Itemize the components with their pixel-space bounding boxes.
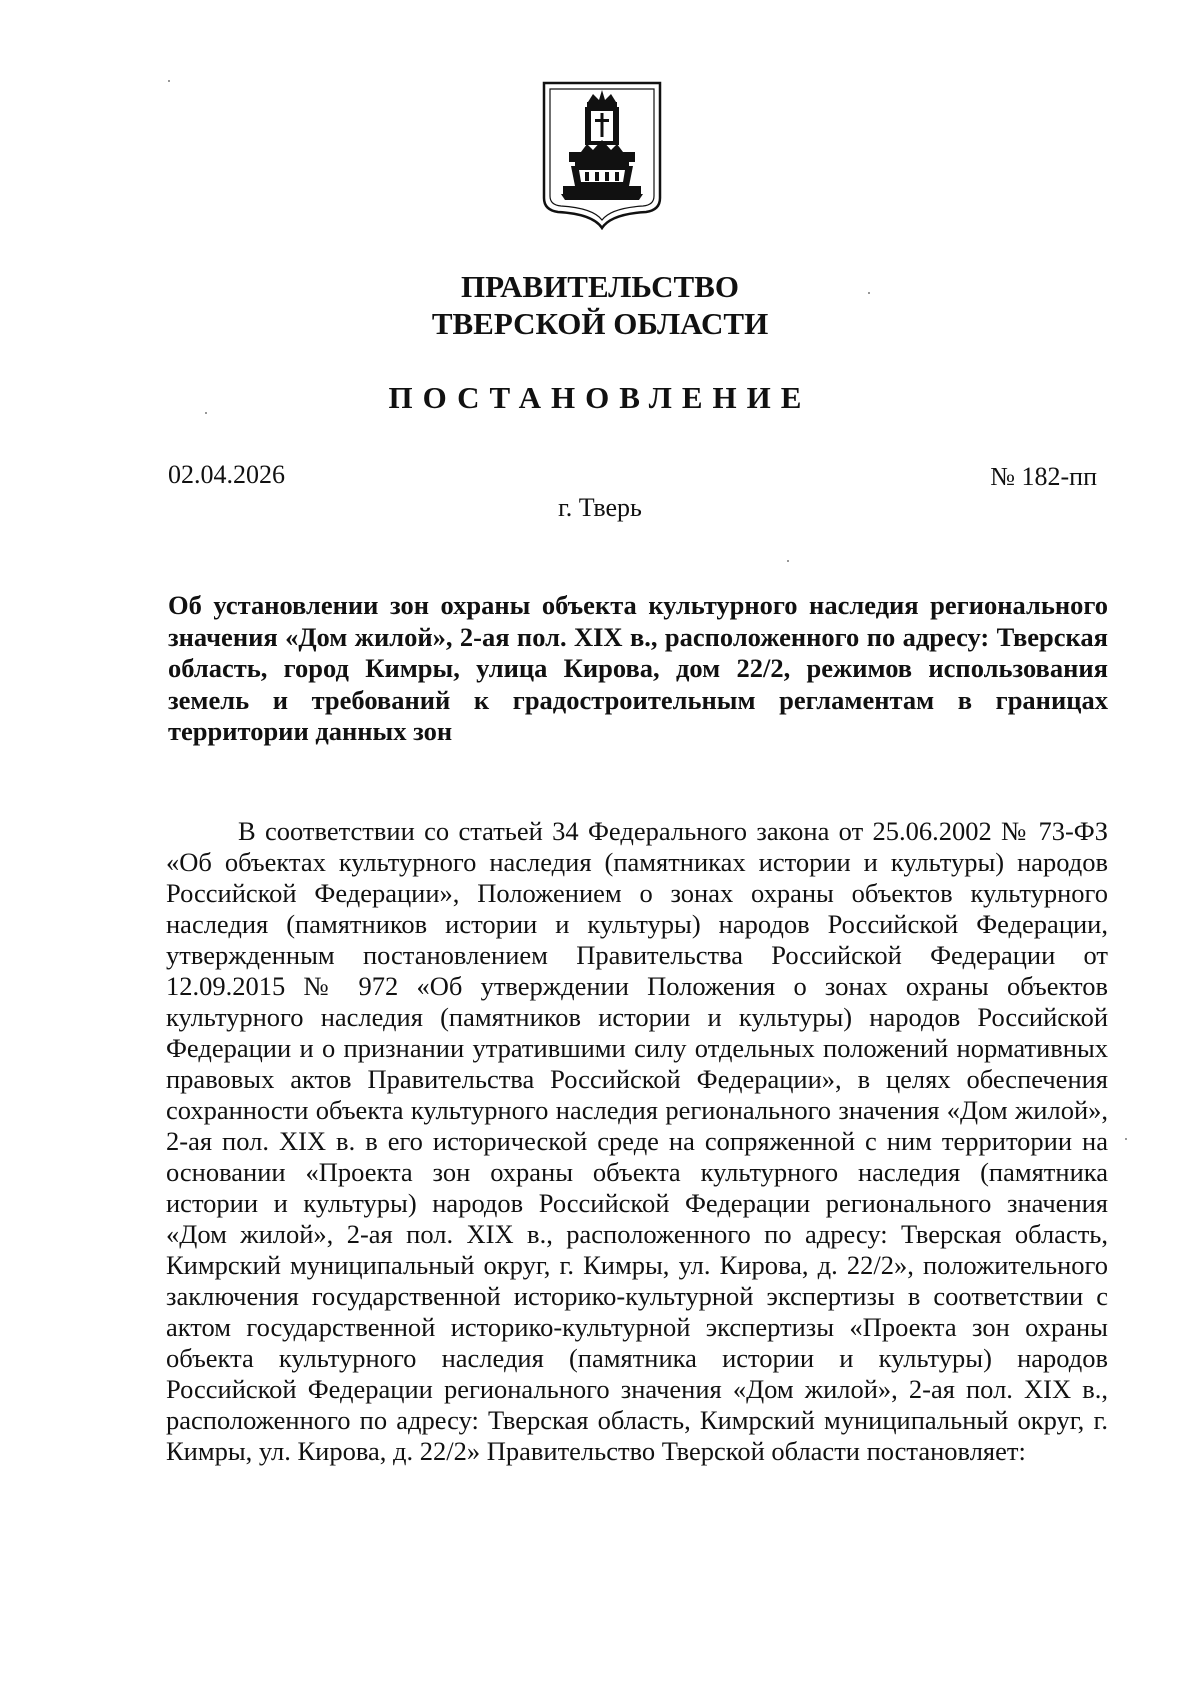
scan-speck	[205, 412, 207, 414]
tver-coat-of-arms-icon	[541, 80, 663, 230]
scan-speck	[787, 560, 789, 562]
scan-speck	[1125, 1138, 1127, 1140]
scan-speck	[168, 80, 170, 82]
organization-name-line2: ТВЕРСКОЙ ОБЛАСТИ	[431, 306, 769, 341]
document-preamble: В соответствии со статьей 34 Федерального закона от 25.06.2002 № 73-ФЗ «Об объектах культурного наследия (памятниках истории и культуры) народов Российской Федерации», Положением о зонах охраны объектов культурного наследия (памятников истории и культуры) народов Российской Федерации, утвержденным постановлением Правительства Российской Федерации от 12.09.2015 № 972 «Об утверждении Положения о зонах охраны объектов культурного наследия (памятников истории и культуры) народов Российской Федерации и о признании утратившими силу отдельных положений нормативных правовых актов Правительства Российской Федерации», в целях обеспечения сохранности объекта культурного наследия регионального значения «Дом жилой», 2-ая пол. XIX в. в его исторической среде на сопряженной с ним территории на основании «Проекта зон охраны объекта культурного наследия (памятника истории и культуры) народов Российской Федерации регионального значения «Дом жилой», 2-ая пол. XIX в., расположенного по адресу: Тверская область, Кимрский муниципальный округ, г. Кимры, ул. Кирова, д. 22/2», положительного заключения государственной историко-культурной экспертизы в соответствии с актом государственной историко-культурной экспертизы «Проекта зон охраны объекта культурного наследия (памятника истории и культуры) народов Российской Федерации регионального значения «Дом жилой», 2-ая пол. XIX в., расположенного по адресу: Тверская область, Кимрский муниципальный округ, г. Кимры, ул. Кирова, д. 22/2» Правительство Тверской области постановляет:	[166, 816, 1108, 1466]
document-type: ПОСТАНОВЛЕНИЕ	[388, 380, 812, 415]
document-subject: Об установлении зон охраны объекта культурного наследия регионального значения «Дом жилой», 2-ая пол. XIX в., расположенного по адресу: Тверская область, город Кимры, улица Кирова, дом 22/2, режимов использования земель и требований к градостроительным регламентам в границах территории данных зон	[168, 590, 1108, 746]
document-city: г. Тверь	[558, 493, 642, 522]
document-date: 02.04.2026	[168, 460, 285, 489]
scan-speck	[868, 292, 870, 294]
organization-name-line1: ПРАВИТЕЛЬСТВО	[461, 269, 739, 304]
document-number: № 182-пп	[990, 462, 1097, 491]
